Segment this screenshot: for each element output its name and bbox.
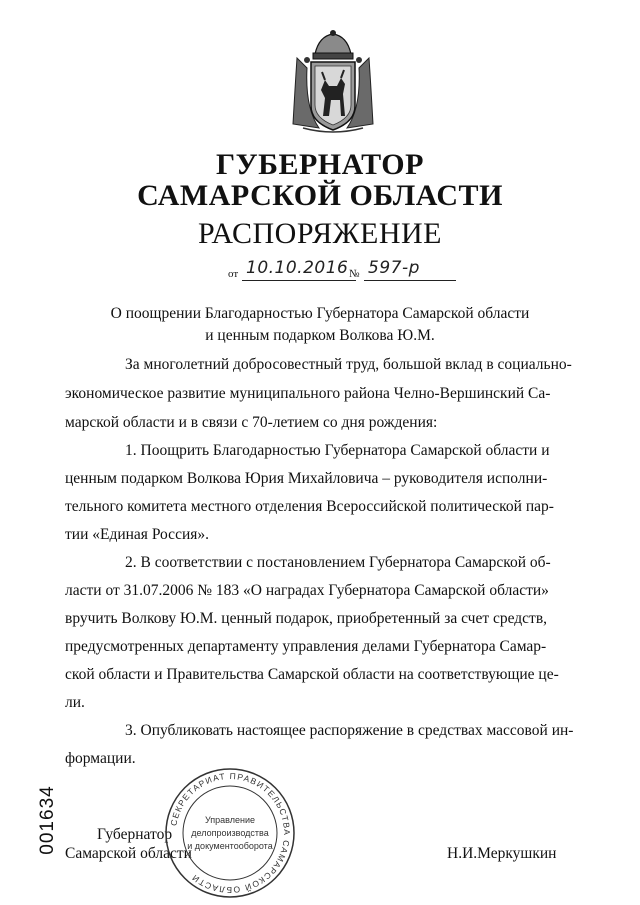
body-line: 3. Опубликовать настоящее распоряжение в средствах массовой ин- [125,722,574,739]
subject-line: О поощрении Благодарностью Губернатора Самарской области [110,305,530,322]
date-label: от [228,268,239,280]
body-line: тельного комитета местного отделения Всероссийской политической пар- [65,498,554,515]
signatory-name: Н.И.Меркушкин [447,845,557,862]
body-line: тии «Единая Россия». [65,526,209,543]
body-line: формации. [65,750,136,767]
stamp-inner-text: и документооборота [187,841,273,851]
stamp-ring-text: СЕКРЕТАРИАТ ПРАВИТЕЛЬСТВА САМАРСКОЙ ОБЛАСТИ [168,770,293,896]
official-stamp [162,765,298,901]
header-region: САМАРСКОЙ ОБЛАСТИ [137,179,503,212]
subject-line: и ценным подарком Волкова Ю.М. [205,327,435,344]
body-line: За многолетний добросовестный труд, большой вклад в социально- [125,356,572,373]
subject-block [0,303,640,347]
number-label: № [349,268,360,280]
header-governor: ГУБЕРНАТОР [216,148,424,181]
body-line: ли. [65,694,85,711]
date-underline [242,280,356,281]
date-number-line [228,258,468,284]
body-line: 1. Поощрить Благодарностью Губернатора Самарской области и [125,442,550,459]
body-line: предусмотренных департаменту управления делами Губернатора Самар- [65,638,547,655]
document-type: РАСПОРЯЖЕНИЕ [197,217,443,250]
body-line: 2. В соответствии с постановлением Губернатора Самарской об- [125,554,551,571]
handwritten-number: 597-р [368,258,420,278]
body-line: ласти от 31.07.2006 № 183 «О наградах Губернатора Самарской области» [65,582,549,599]
body-line: экономическое развитие муниципального района Челно-Вершинский Са- [65,385,551,402]
body-line: вручить Волкову Ю.М. ценный подарок, приобретенный за счет средств, [65,610,548,627]
signature-title: Губернатор [97,826,173,843]
number-underline [364,280,456,281]
body-line: ской области и Правительства Самарской области на соответствующие це- [65,666,559,683]
body-line: марской области и в связи с 70-летием со дня рождения: [65,414,438,431]
body-line: ценным подарком Волкова Юрия Михайловича – руководителя исполни- [65,470,548,487]
stamp-inner-text: делопроизводства [191,828,269,838]
coat-of-arms-emblem [285,28,381,138]
registration-number: 001634 [37,785,58,855]
stamp-inner-text: Управление [204,815,256,825]
signature-title: Самарской области [65,845,192,862]
handwritten-date: 10.10.2016 [246,258,349,278]
